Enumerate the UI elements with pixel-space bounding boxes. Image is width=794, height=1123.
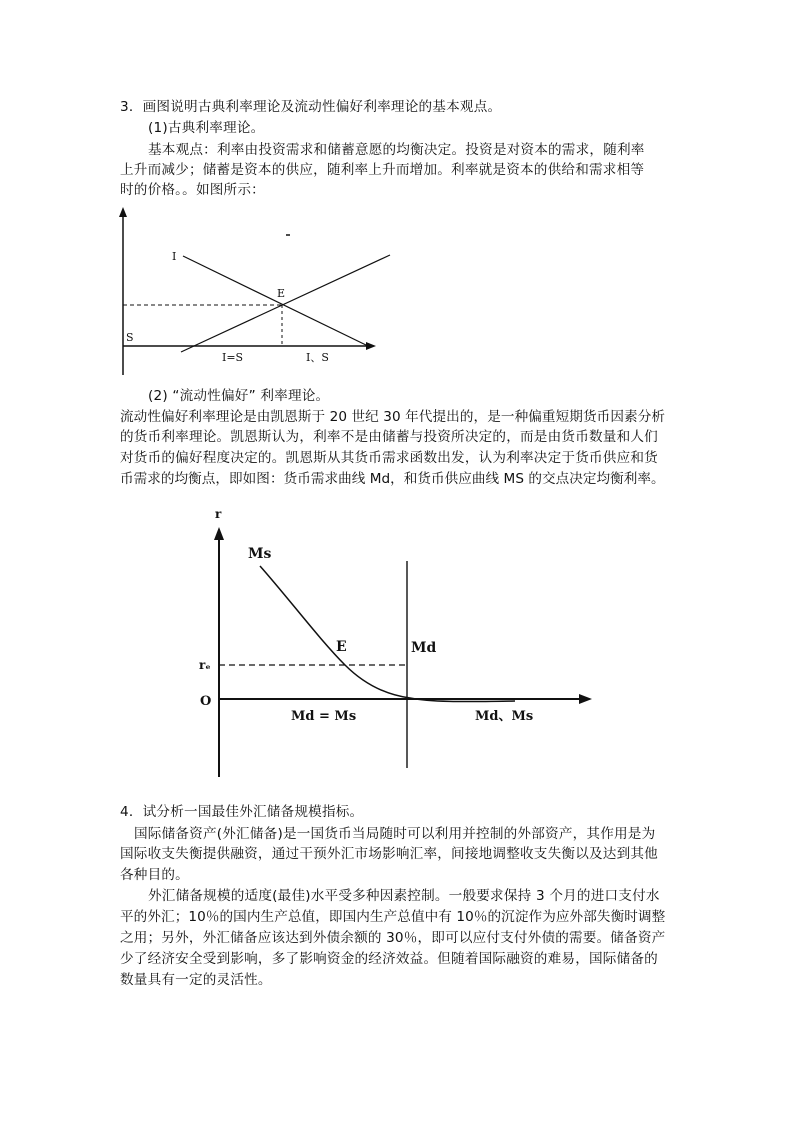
- text-line: 国际储备资产(外汇储备)是一国货币当局随时可以利用并控制的外部资产，其作用是为: [134, 826, 656, 842]
- x-axis-arrow: [366, 342, 376, 350]
- text-line: 对货币的偏好程度决定的。凯恩斯从其货币需求函数出发，认为利率决定于货币供应和货: [120, 450, 658, 466]
- section3-subheading-2: (2) “流动性偏好” 利率理论。: [148, 388, 330, 404]
- m-axis-arrow: [579, 694, 592, 704]
- label-I: I: [172, 250, 177, 263]
- investment-curve: [183, 256, 368, 346]
- text-line: 上升而减少；储蓄是资本的供应，随利率上升而增加。利率就是资本的供给和需求相等: [120, 162, 645, 178]
- text-line: 币需求的均衡点，即如图：货币需求曲线 Md，和货币供应曲线 MS 的交点决定均衡利率。: [120, 471, 665, 487]
- section3-title: 3．画图说明古典利率理论及流动性偏好利率理论的基本观点。: [120, 99, 502, 115]
- text-line: 各种目的。: [120, 867, 189, 883]
- label-E: E: [277, 287, 286, 300]
- label-Ms: Ms: [248, 546, 272, 562]
- label-r: r: [215, 507, 222, 521]
- text-line: 时的价格。。如图所示：: [120, 182, 265, 198]
- xlabel-Md-equals-Ms: Md = Ms: [291, 709, 357, 724]
- text-line: 基本观点：利率由投资需求和储蓄意愿的均衡决定。投资是对资本的需求，随利率: [148, 142, 645, 158]
- xlabel-I-S: I、S: [306, 351, 329, 364]
- label-re: rₑ: [199, 658, 211, 672]
- text-line: 数量具有一定的灵活性。: [120, 972, 272, 988]
- label-Md: Md: [411, 640, 437, 656]
- section4-title: 4．试分析一国最佳外汇储备规模指标。: [120, 804, 364, 820]
- xlabel-Md-Ms: Md、Ms: [475, 709, 534, 724]
- text-line: 少了经济安全受到影响，多了影响资金的经济效益。但随着国际融资的难易，国际储备的: [120, 951, 658, 967]
- label-origin: O: [200, 694, 212, 709]
- money-demand-curve: [260, 566, 515, 702]
- y-axis-arrow: [119, 207, 127, 217]
- xlabel-I-equals-S: I=S: [222, 351, 244, 364]
- text-line: 外汇储备规模的适度(最佳)水平受多种因素控制。一般要求保持 3 个月的进口支付水: [148, 888, 660, 904]
- label-E: E: [336, 639, 347, 655]
- r-axis-arrow: [214, 527, 224, 540]
- section3-subheading-1: (1)古典利率理论。: [148, 120, 265, 136]
- text-line: 平的外汇；10％的国内生产总值，即国内生产总值中有 10％的沉淀作为应外部失衡时调整: [120, 909, 666, 925]
- text-line: 国际收支失衡提供融资，通过干预外汇市场影响汇率，间接地调整收支失衡以及达到其他: [120, 846, 658, 862]
- text-line: 的货币利率理论。凯恩斯认为，利率不是由储蓄与投资所决定的，而是由货币数量和人们: [120, 429, 658, 445]
- saving-curve: [181, 255, 390, 352]
- label-S: S: [126, 331, 134, 344]
- text-line: 流动性偏好利率理论是由凯恩斯于 20 世纪 30 年代提出的，是一种偏重短期货币因素分析: [120, 409, 666, 425]
- text-line: 之用；另外，外汇储备应该达到外债余额的 30％，即可以应付支付外债的需要。储备资产: [120, 930, 666, 946]
